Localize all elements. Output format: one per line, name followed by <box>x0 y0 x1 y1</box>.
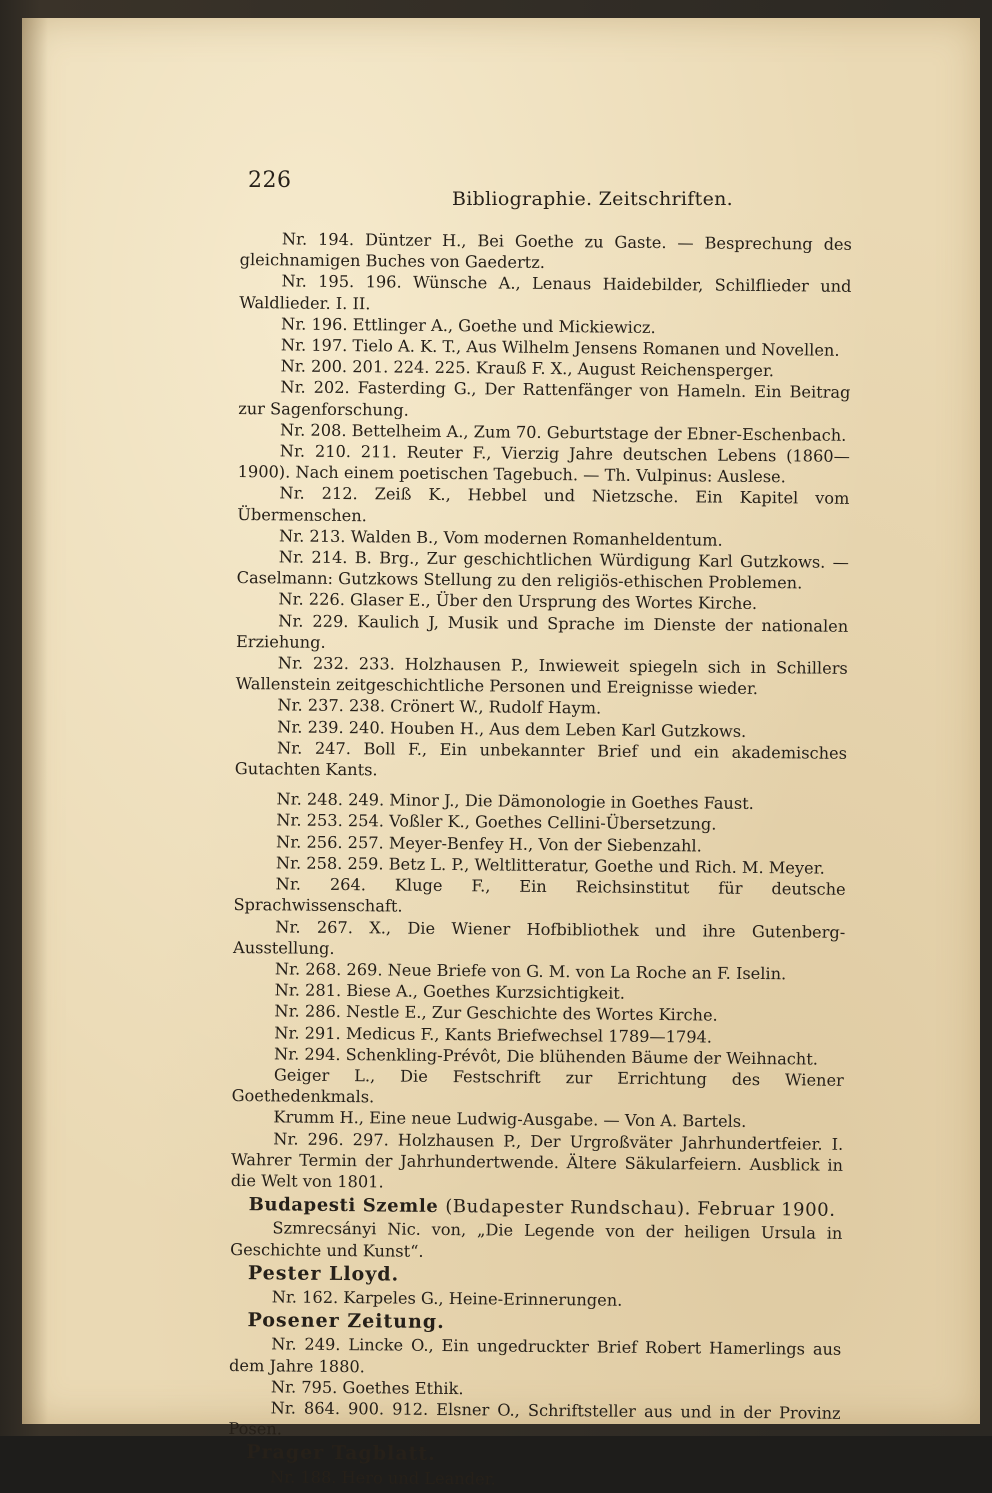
entry: Krumm H., Eine neue Ludwig-Ausgabe. — Von A. Bartels. <box>273 1107 747 1132</box>
entry: Nr. 200. 201. 224. 225. Krauß F. X., August Reichensperger. <box>280 356 775 381</box>
entry: Nr. 232. 233. Holzhausen P., Inwieweit spiegeln sich in Schillers Wallenstein zeitgeschichtliche Personen und Ereignisse wieder. <box>235 653 848 699</box>
entry: Nr. 264. Kluge F., Ein Reichsinstitut für deutsche Sprachwissenschaft. <box>233 874 846 916</box>
entry: Nr. 256. 257. Meyer-Benfey H., Von der Siebenzahl. <box>276 832 702 856</box>
entry: Nr. 253. 254. Voßler K., Goethes Cellini-Übersetzung. <box>276 810 717 835</box>
bibliography-text <box>228 228 852 1493</box>
entry: Nr. 226. Glaser E., Über den Ursprung des Wortes Kirche. <box>278 589 758 614</box>
entry: Nr. 258. 259. Betz L. P., Weltlitteratur, Goethe und Rich. M. Meyer. <box>275 853 825 878</box>
entry: Nr. 196. Ettlinger A., Goethe und Mickiewicz. <box>280 314 656 337</box>
section-title-budapesti-szemle <box>249 1194 843 1221</box>
entry: Nr. 286. Nestle E., Zur Geschichte des Wortes Kirche. <box>274 1001 718 1025</box>
entry: Nr. 210. 211. Reuter F., Vierzig Jahre deutschen Lebens (1860—1900). Nach einem poetischen Tagebuch. — Th. Vulpinus: Auslese. <box>237 441 850 487</box>
entry: Nr. 188. Hero und Leander. <box>269 1466 496 1489</box>
entry: Nr. 212. Zeiß K., Hebbel und Nietzsche. Ein Kapitel vom Übermenschen. <box>237 483 850 525</box>
entry: Nr. 208. Bettelheim A., Zum 70. Geburtstage der Ebner-Eschenbach. <box>279 420 847 445</box>
entry: Nr. 864. 900. 912. Elsner O., Schriftsteller aus und in der Provinz Posen. <box>228 1398 841 1439</box>
entry: Nr. 247. Boll F., Ein unbekannter Brief und ein akademisches Gutachten Kants. <box>234 738 848 780</box>
entry: Nr. 296. 297. Holzhausen P., Der Urgroßväter Jahrhundertfeier. I. Wahrer Termin der Jahrhundertwende. Ältere Säkularfeiern. Ausblick in die Welt von 1801. <box>230 1128 844 1192</box>
entry: Nr. 197. Tielo A. K. T., Aus Wilhelm Jensens Romanen und Novellen. <box>280 335 840 360</box>
periodical-name: Budapesti Szemle <box>248 1194 439 1218</box>
section-title-pester-lloyd: Pester Lloyd. <box>247 1261 400 1286</box>
section-title-prager-tagblatt: Prager Tagblatt. <box>246 1441 436 1466</box>
entry: Nr. 195. 196. Wünsche A., Lenaus Haidebilder, Schilflieder und Waldlieder. I. II. <box>239 271 852 313</box>
entry: Geiger L., Die Festschrift zur Errichtung des Wiener Goethedenkmals. <box>231 1065 844 1107</box>
entry: Nr. 214. B. Brg., Zur geschichtlichen Würdigung Karl Gutzkows. — Caselmann: Gutzkows Stellung zu den religiös-ethischen Problemen. <box>236 547 849 593</box>
entry: Nr. 229. Kaulich J, Musik und Sprache im Dienste der nationalen Erziehung. <box>235 611 849 652</box>
entry: Nr. 268. 269. Neue Briefe von G. M. von La Roche an F. Iselin. <box>274 959 787 984</box>
entry: Nr. 248. 249. Minor J., Die Dämonologie in Goethes Faust. <box>276 789 754 814</box>
entry: Szmrecsányi Nic. von, „Die Legende von der heiligen Ursula in Geschichte und Kunst“. <box>230 1218 843 1261</box>
page-number: 226 <box>248 168 292 193</box>
entry: Nr. 162. Karpeles G., Heine-Erinnerungen. <box>271 1287 623 1310</box>
periodical-subtitle: (Budapester Rundschau). Februar 1900. <box>445 1196 836 1221</box>
entry: Nr. 795. Goethes Ethik. <box>270 1377 464 1398</box>
running-head: Bibliographie. Zeitschriften. <box>452 188 733 210</box>
entry: Nr. 291. Medicus F., Kants Briefwechsel 1789—1794. <box>274 1022 713 1047</box>
entry: Nr. 249. Lincke O., Ein ungedruckter Brief Robert Hamerlings aus dem Jahre 1880. <box>228 1334 842 1376</box>
section-title-posener-zeitung: Posener Zeitung. <box>247 1309 445 1334</box>
book-page <box>22 18 980 1489</box>
gutter-shadow <box>22 18 48 1424</box>
entry: Nr. 213. Walden B., Vom modernen Romanheldentum. <box>278 526 723 550</box>
entry: Nr. 194. Düntzer H., Bei Goethe zu Gaste. — Besprechung des gleichnamigen Buches von Gaedertz. <box>239 229 852 273</box>
entry: Nr. 202. Fasterding G., Der Rattenfänger von Hameln. Ein Beitrag zur Sagenforschung. <box>238 377 851 420</box>
entry: Nr. 267. X., Die Wiener Hofbibliothek und ihre Gutenberg-Ausstellung. <box>233 916 846 958</box>
entry: Nr. 281. Biese A., Goethes Kurzsichtigkeit. <box>274 980 626 1003</box>
entry: Nr. 239. 240. Houben H., Aus dem Leben Karl Gutzkows. <box>277 717 747 741</box>
entry: Nr. 294. Schenkling-Prévôt, Die blühenden Bäume der Weihnacht. <box>273 1044 819 1069</box>
entry: Nr. 237. 238. Crönert W., Rudolf Haym. <box>277 695 602 718</box>
